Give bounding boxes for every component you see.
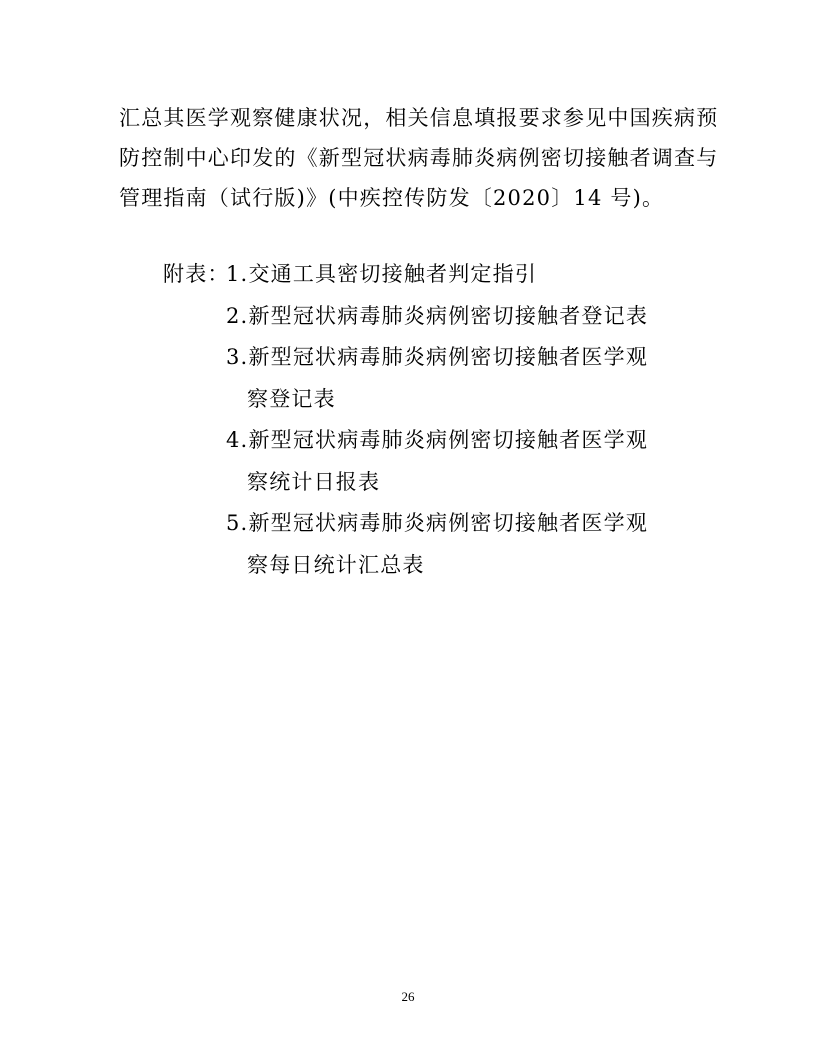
attachment-item-4-continued — [163, 462, 683, 504]
attachment-number: 4. — [226, 428, 249, 452]
attachment-item-5-continued — [163, 545, 683, 587]
attachment-item-3 — [163, 337, 683, 379]
paragraph-line: 管理指南（试行版)》(中疾控传防发〔2020〕14 号)。 — [119, 186, 665, 210]
attachment-title: 新型冠状病毒肺炎病例密切接触者医学观 — [248, 345, 649, 369]
attachment-item-1 — [163, 254, 683, 296]
attachment-label: 附表： — [163, 262, 230, 286]
attachment-title: 新型冠状病毒肺炎病例密切接触者医学观 — [248, 428, 649, 452]
attachment-number: 2. — [226, 303, 249, 328]
paragraph-line: 防控制中心印发的《新型冠状病毒肺炎病例密切接触者调查与 — [119, 146, 719, 170]
attachment-list — [163, 254, 683, 586]
attachment-title-continued: 察统计日报表 — [247, 469, 381, 494]
body-paragraph — [119, 98, 719, 218]
attachment-title: 新型冠状病毒肺炎病例密切接触者医学观 — [248, 511, 649, 535]
attachment-item-3-continued — [163, 379, 683, 421]
attachment-item-5 — [163, 503, 683, 545]
attachment-title-continued: 察登记表 — [247, 386, 336, 411]
attachment-title-continued: 察每日统计汇总表 — [247, 552, 425, 577]
attachment-title: 交通工具密切接触者判定指引 — [248, 262, 538, 286]
attachment-item-4 — [163, 420, 683, 462]
attachment-number: 1. — [226, 262, 249, 286]
attachment-title: 新型冠状病毒肺炎病例密切接触者登记表 — [248, 303, 649, 328]
attachment-number: 3. — [226, 345, 249, 369]
page-number: 26 — [401, 989, 415, 1004]
attachment-item-2 — [163, 296, 683, 338]
paragraph-line: 汇总其医学观察健康状况，相关信息填报要求参见中国疾病预 — [119, 106, 719, 130]
attachment-number: 5. — [226, 511, 249, 535]
